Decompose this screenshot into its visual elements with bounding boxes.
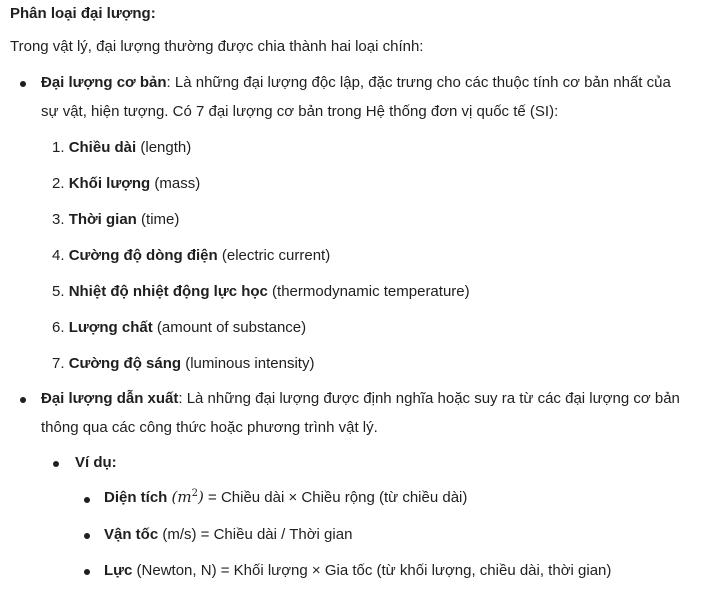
item-name: Nhiệt độ nhiệt động lực học	[68, 283, 268, 300]
item-number: 3.	[52, 211, 65, 228]
item-english: (mass)	[154, 175, 201, 192]
example-name: Vận tốc	[104, 526, 159, 543]
basic-desc: : Là những đại lượng độc lập, đặc trưng cho các thuộc tính cơ bản nhất của	[166, 74, 671, 91]
intro-text: Trong vật lý, đại lượng thường được chia thành hai loại chính:	[10, 38, 424, 55]
derived-term: Đại lượng dẫn xuất	[41, 390, 179, 407]
bullet-icon	[20, 397, 26, 403]
item-name: Thời gian	[68, 211, 137, 228]
item-number: 4.	[52, 247, 65, 264]
bullet-icon	[20, 81, 26, 87]
derived-desc-line2: thông qua các công thức hoặc phương trình vật lý.	[41, 419, 378, 436]
example-rest: (m/s) = Chiều dài / Thời gian	[158, 526, 353, 543]
example-rest: = Chiều dài × Chiều rộng (từ chiều dài)	[203, 489, 468, 506]
list-item	[52, 211, 179, 228]
basic-desc-line2: sự vật, hiện tượng. Có 7 đại lượng cơ bản trong Hệ thống đơn vị quốc tế (SI):	[41, 103, 559, 120]
list-item	[52, 139, 191, 156]
bullet-icon	[84, 497, 90, 503]
bullet-icon	[84, 533, 90, 539]
example-name: Diện tích	[104, 489, 168, 506]
item-name: Cường độ sáng	[68, 355, 182, 372]
bullet-icon	[84, 569, 90, 575]
item-number: 1.	[52, 139, 65, 156]
list-item	[52, 355, 314, 372]
derived-desc-line1	[41, 390, 680, 407]
unit-exponent: 2	[191, 488, 198, 499]
item-name: Khối lượng	[68, 175, 151, 192]
basic-desc-line1	[41, 74, 671, 91]
derived-desc: : Là những đại lượng được định nghĩa hoặc suy ra từ các đại lượng cơ bản	[178, 390, 680, 407]
list-item	[52, 319, 306, 336]
list-item	[52, 247, 330, 264]
list-item	[52, 175, 200, 192]
example-label	[75, 454, 117, 471]
example-force	[104, 562, 611, 579]
example-area	[104, 488, 467, 506]
item-english: (time)	[141, 211, 180, 228]
section-heading: Phân loại đại lượng:	[10, 5, 156, 22]
item-number: 7.	[52, 355, 65, 372]
item-english: (thermodynamic temperature)	[272, 283, 470, 300]
item-name: Cường độ dòng điện	[68, 247, 218, 264]
item-name: Chiều dài	[68, 139, 137, 156]
item-english: (length)	[140, 139, 192, 156]
item-number: 6.	[52, 319, 65, 336]
item-english: (electric current)	[221, 247, 331, 264]
item-number: 2.	[52, 175, 65, 192]
bullet-icon	[53, 461, 59, 467]
item-number: 5.	[52, 283, 65, 300]
item-english: (amount of substance)	[156, 319, 307, 336]
example-velocity	[104, 526, 352, 543]
list-item	[52, 283, 470, 300]
example-rest: (Newton, N) = Khối lượng × Gia tốc (từ khối lượng, chiều dài, thời gian)	[132, 562, 612, 579]
example-label-text: Ví dụ:	[75, 454, 117, 471]
example-name: Lực	[104, 562, 133, 579]
unit-formula: $(m^2)$	[171, 488, 204, 506]
basic-term: Đại lượng cơ bản	[41, 74, 167, 91]
item-name: Lượng chất	[68, 319, 153, 336]
item-english: (luminous intensity)	[185, 355, 315, 372]
unit-base: m	[177, 488, 192, 506]
